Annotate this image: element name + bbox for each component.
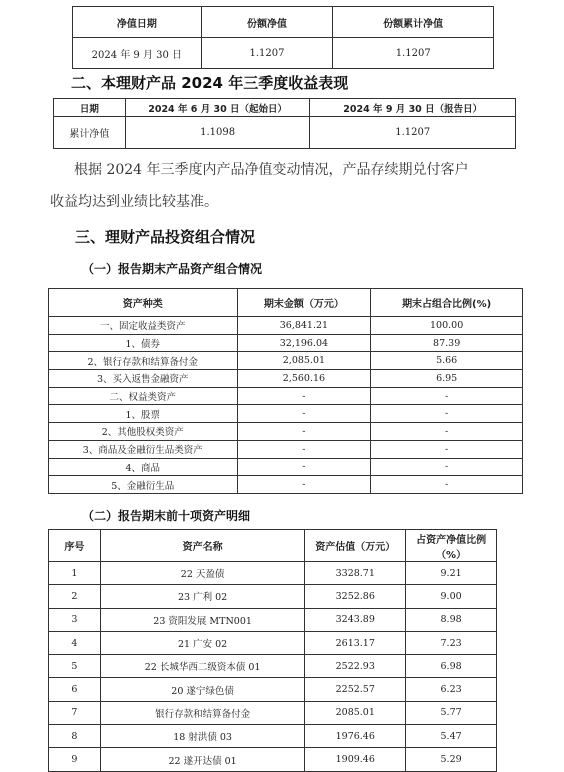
table-cell: - [371,405,523,423]
table-row [49,317,523,335]
column-header: 2024 年 6 月 30 日（起始日） [125,99,310,117]
table-cell: 6.98 [406,655,497,678]
table-row [49,423,523,441]
table-cell: - [371,423,523,441]
table-cell: 5、金融衍生品 [49,476,238,494]
table-cell: - [237,405,371,423]
table-cell: 5.77 [406,701,497,724]
table-cell: - [237,476,371,494]
table-cell: 100.00 [371,317,523,335]
table-cell: 3243.89 [305,608,406,631]
table-cell: - [371,440,523,458]
table-row [49,701,497,724]
column-header: 期末金额（万元） [237,289,371,317]
top-ten-assets-table [48,529,497,772]
table-cell: 3328.71 [305,562,406,585]
table-cell: 7.23 [406,631,497,654]
paragraph-line-1: 根据 2024 年三季度内产品净值变动情况，产品存续期兑付客户 [74,162,469,178]
column-header: 序号 [49,530,101,562]
table-cell: 22 长城华西二级资本债 01 [100,655,305,678]
column-header: 占资产净值比例（%） [406,530,497,562]
table-row [49,608,497,631]
table-cell: - [237,387,371,405]
asset-portfolio-table [48,288,523,494]
table-cell: 22 天盈债 [100,562,305,585]
column-header: 份额净值 [201,7,333,38]
column-header: 资产名称 [100,530,305,562]
table-cell: 2613.17 [305,631,406,654]
table-cell: 23 资阳发展 MTN001 [100,608,305,631]
performance-table [53,98,516,149]
table-cell: 6 [49,678,101,701]
table-cell: 2,085.01 [237,352,371,370]
table-row [49,655,497,678]
section-2-title: 二、本理财产品 2024 年三季度收益表现 [71,74,349,92]
table-row [49,725,497,748]
table-row [49,440,523,458]
table-cell: 21 广安 02 [100,631,305,654]
table-row [49,748,497,771]
table-cell: 2、银行存款和结算备付金 [49,352,238,370]
table-cell: 2024 年 9 月 30 日 [73,38,202,69]
column-header: 资产种类 [49,289,238,317]
table-cell: 1、债券 [49,334,238,352]
table-cell: 1.1207 [310,117,516,149]
table-cell: 累计净值 [54,117,126,149]
table-cell: - [237,440,371,458]
table-cell: 1976.46 [305,725,406,748]
table-row [49,476,523,494]
table-row [49,334,523,352]
table-cell: 银行存款和结算备付金 [100,701,305,724]
table-row [49,458,523,476]
table-cell: - [371,387,523,405]
table-cell: 一、固定收益类资产 [49,317,238,335]
table-cell: 3 [49,608,101,631]
table-cell: 2、其他股权类资产 [49,423,238,441]
table-row [54,117,516,149]
table-cell: 8.98 [406,608,497,631]
table-row [49,678,497,701]
table-cell: - [237,458,371,476]
table-cell: 3252.86 [305,585,406,608]
table-cell: 9.21 [406,562,497,585]
table-cell: 1 [49,562,101,585]
table-cell: 6.23 [406,678,497,701]
table-row [49,405,523,423]
table-cell: 1.1207 [201,38,333,69]
table-cell: 36,841.21 [237,317,371,335]
subsection-2-title: （二）报告期末前十项资产明细 [82,509,251,523]
table-cell: 18 射洪债 03 [100,725,305,748]
section-3-title: 三、理财产品投资组合情况 [75,228,256,246]
table-cell: 23 广利 02 [100,585,305,608]
subsection-1-title: （一）报告期末产品资产组合情况 [82,262,263,276]
table-cell: 1、股票 [49,405,238,423]
table-row [49,631,497,654]
column-header: 2024 年 9 月 30 日（报告日） [310,99,516,117]
table-cell: 4、商品 [49,458,238,476]
table-cell: 5 [49,655,101,678]
table-cell: 1.1207 [333,38,494,69]
table-row [49,562,497,585]
table-cell: 8 [49,725,101,748]
table-cell: 7 [49,701,101,724]
table-cell: 1909.46 [305,748,406,771]
table-row [49,352,523,370]
column-header: 资产估值（万元） [305,530,406,562]
table-cell: 9.00 [406,585,497,608]
table-cell: 32,196.04 [237,334,371,352]
table-cell: 2085.01 [305,701,406,724]
table-cell: - [237,423,371,441]
column-header: 净值日期 [73,7,202,38]
table-cell: - [371,476,523,494]
table-cell: 5.47 [406,725,497,748]
table-cell: 3、商品及金融衍生品类资产 [49,440,238,458]
table-cell: 2,560.16 [237,370,371,388]
table-cell: 5.29 [406,748,497,771]
table-cell: 22 遂开达债 01 [100,748,305,771]
table-cell: 1.1098 [125,117,310,149]
table-row [73,38,494,69]
paragraph-line-2: 收益均达到业绩比较基准。 [50,194,218,210]
table-cell: 87.39 [371,334,523,352]
table-cell: 5.66 [371,352,523,370]
table-cell: 2 [49,585,101,608]
table-cell: 二、权益类资产 [49,387,238,405]
table-cell: 4 [49,631,101,654]
table-header-row [49,289,523,317]
table-cell: - [371,458,523,476]
table-header-row [49,530,497,562]
column-header: 期末占组合比例(%) [371,289,523,317]
table-cell: 9 [49,748,101,771]
table-cell: 2252.57 [305,678,406,701]
column-header: 日期 [54,99,126,117]
table-row [49,585,497,608]
table-row [49,370,523,388]
nav-table [72,6,494,69]
table-cell: 3、买入返售金融资产 [49,370,238,388]
column-header: 份额累计净值 [333,7,494,38]
table-cell: 2522.93 [305,655,406,678]
table-header-row [54,99,516,117]
table-row [49,387,523,405]
table-header-row [73,7,494,38]
table-cell: 20 遂宁绿色债 [100,678,305,701]
table-cell: 6.95 [371,370,523,388]
